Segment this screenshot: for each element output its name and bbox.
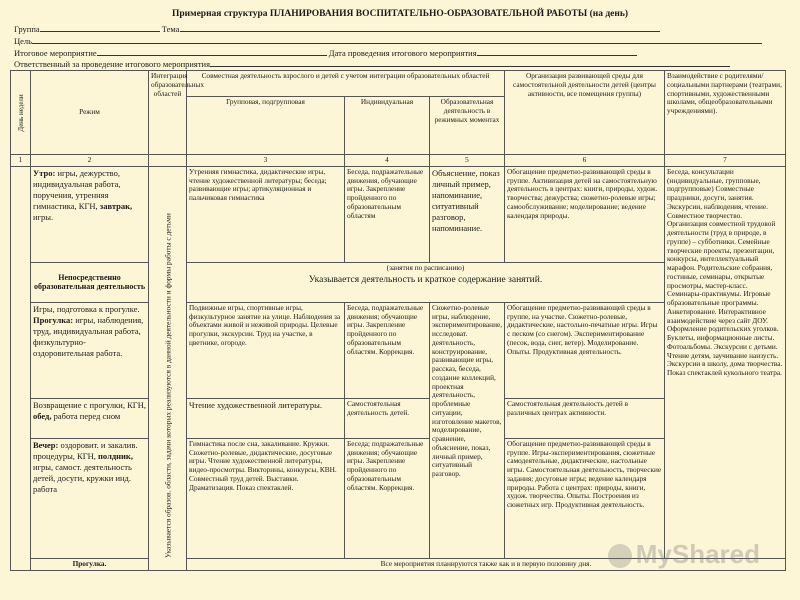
return-individual: Самостоятельная деятельность детей. [345,398,430,438]
group-theme-line [14,23,660,34]
evening-label: Вечер: оздоровит. и закалив. процедуры, КГН, полдник, игры, самост. деятельность детей, досуги, кружки инд. работа [31,438,149,558]
morning-environment: Обогащение предметно-развивающей среды в группе. Активизация детей на самостоятельную деятельность в центрах: книги, природы, худож. творчества; дежурства; сюжетно-ролевые игры; самообслуживание; моделирование; ведение календаря природы. [505,166,665,262]
joint-activity-header: Совместная деятельность взрослого и детей с учетом интеграции образовательных областей [187,71,505,97]
direct-text: Указывается деятельность и краткое содержание занятий. [308,274,543,285]
col-number-4: 4 [345,155,430,167]
walk2-label: Прогулка. [31,558,149,570]
group-underline [40,23,160,32]
final-event-label: Итоговое мероприятие [14,48,97,58]
morning-regime: Объяснение, показ личный пример, напоминание, ситуативный разговор, напоминание. [430,166,505,262]
theme-label: Тема [161,24,180,34]
final-event-date-label: Дата проведения итогового мероприятия [328,48,477,58]
final-event-date-underline [477,47,637,56]
evening-group: Гимнастика после сна, закаливание. Кружки. Сюжетно-ролевые, дидактические, досуговые игры. Чтение художественной литературы, видео-просмотры. Викторины, конкурсы, КВН. Совместный труд детей. Выставки. Драматизация. Показ спектаклей. [187,438,345,558]
evening-individual: Беседа; подражательные движения; обучающие игры. Закрепление пройденного по образовательным областям. Коррекция. [345,438,430,558]
goal-label: Цель [14,36,33,46]
return-group: Чтение художественной литературы. [187,398,345,438]
col-number-3: 3 [187,155,345,167]
morning-group: Утренняя гимнастика, дидактические игры, чтение художественной литературы; беседа; развивающие игры; артикуляционная и пальчиковая гимнастика [187,166,345,262]
walk-environment: Обогащение предметно-развивающей среды в группе, на участке. Сюжетно-ролевые, дидактические, настольно-печатные игры. Игры с песком (со снегом). Экспериментирование (песок, вода, снег, ветер). Моделирование. Опыты. Продуктивная деятельность. [505,302,665,398]
direct-label: Непосредственно образовательная деятельность [31,262,149,302]
walk-label: Игры, подготовка к прогулке. Прогулка: игры, наблюдения, труд, индивидуальная работа, физкультурно-оздоровительная работа. [31,302,149,398]
morning-row [11,166,786,262]
plan-table [10,70,786,571]
responsible-underline [210,58,730,67]
col-number-5: 5 [430,155,505,167]
environment-header: Организация развивающей среды для самостоятельной деятельности детей (центры активности, все помещения группы) [505,71,665,155]
final-event-line [14,47,637,58]
day-header: День недели [11,71,31,155]
group-label: Группа [14,24,40,34]
col-number-1: 1 [11,155,31,167]
integration-header: Интеграция образовательных областей [149,71,187,155]
regime-header: Режим [31,71,149,155]
integration-vertical-cell: Указывается образов. области, задачи которых реализуются в данной деятельности и формы работы с детьми [149,166,187,570]
responsible-label: Ответственный за проведение итогового мероприятия [14,59,210,69]
evening-environment: Обогащение предметно-развивающей среды в группе. Игры-экспериментирования, сюжетные самодеятельные, дидактические, настольные игры. Самостоятельная деятельность, творческие задания; досуговые игры; ведение календаря природы. Работа с центрах: природы, книги, худож. творчества. Опыты. Построения из сюжетных игр. Продуктивная деятельность. [505,438,665,558]
return-environment: Самостоятельная деятельность детей в различных центрах активности. [505,398,665,438]
direct-note: (занятия по расписанию) [386,262,465,272]
responsible-line [14,58,730,69]
return-label: Возвращение с прогулки, КГН, обед, работа перед сном [31,398,149,438]
final-event-underline [97,47,327,56]
walk-regime: Сюжетно-ролевые игры, наблюдение, экспериментирование, исследоват. деятельность, конструирование, развивающие игры, рассказ, беседа, создание коллекций, проектная деятельность, проблемные ситуации, изготовление макетов, моделирование, сравнение, объяснение, показ, личный пример, ситуативный разговор. [430,302,505,558]
direct-content [187,262,665,302]
col-number-2: 2 [31,155,149,167]
day-cell [11,166,31,570]
individual-header: Индивидуальная [345,97,430,155]
numbers-row [11,155,786,167]
watermark: MyShared [608,539,760,570]
page-title: Примерная структура ПЛАНИРОВАНИЯ ВОСПИТАТЕЛЬНО-ОБРАЗОВАТЕЛЬНОЙ РАБОТЫ (на день) [171,9,629,19]
col-number-7: 7 [665,155,786,167]
walk2-text: Все мероприятия планируются также как и в первую половину дня. [187,558,786,570]
partners-cell: Беседа, консультации (индивидуальные, групповые, подгрупповые) Совместные праздники, досуги, занятия. Экскурсии, наблюдения, чтение. Совместное творчество. Организация совместной трудовой деятельности (труд в природе, в группе) – субботники. Семейные творческие проекты, презентации, конкурсы, интеллектуальный марафон. Родительские собрания, гостиные, семинары, открытые просмотры, мастер-класс. Семинары-практикумы. Игровые образовательные программы. Анкетирование. Интерактивное взаимодействие через сайт ДОУ. Оформление родительских уголков. Буклеты, информационные листы. Фотоальбомы. Экскурсии с детьми. Чтение детям, заучивание наизусть. Экскурсии в школу, дома творчества. Показ спектаклей кукольного театра. [665,166,786,558]
regime-moments-header: Образовательная деятельность в режимных моментах [430,97,505,155]
walk-individual: Беседа, подражательные движения; обучающие игры. Закрепление пройденного по образовательным областям. Коррекция. [345,302,430,398]
walk-group: Подвижные игры, спортивные игры, физкультурное занятие на улице. Наблюдения за объектами живой и неживой природы. Целевые прогулки, экскурсии. Труд на участке, в цветнике, огороде. [187,302,345,398]
theme-underline [180,23,660,32]
header-row-1 [11,71,786,97]
col-number-blank [149,155,187,167]
partners-header: Взаимодействие с родителями/ социальными партнерами (театрами, спортивными, художественными школами, общеобразовательными учреждениями). [665,71,786,155]
morning-individual: Беседа, подражательные движения, обучающие игры. Закрепление пройденного по образовательным областям [345,166,430,262]
goal-underline [32,35,762,44]
morning-label: Утро: игры, дежурство, индивидуальная работа, поручения, утренняя гимнастика, КГН, завтрак, игры. [31,166,149,262]
goal-line [14,35,762,46]
group-activity-header: Групповая, подгрупповая [187,97,345,155]
watermark-logo-icon [608,544,632,568]
col-number-6: 6 [505,155,665,167]
